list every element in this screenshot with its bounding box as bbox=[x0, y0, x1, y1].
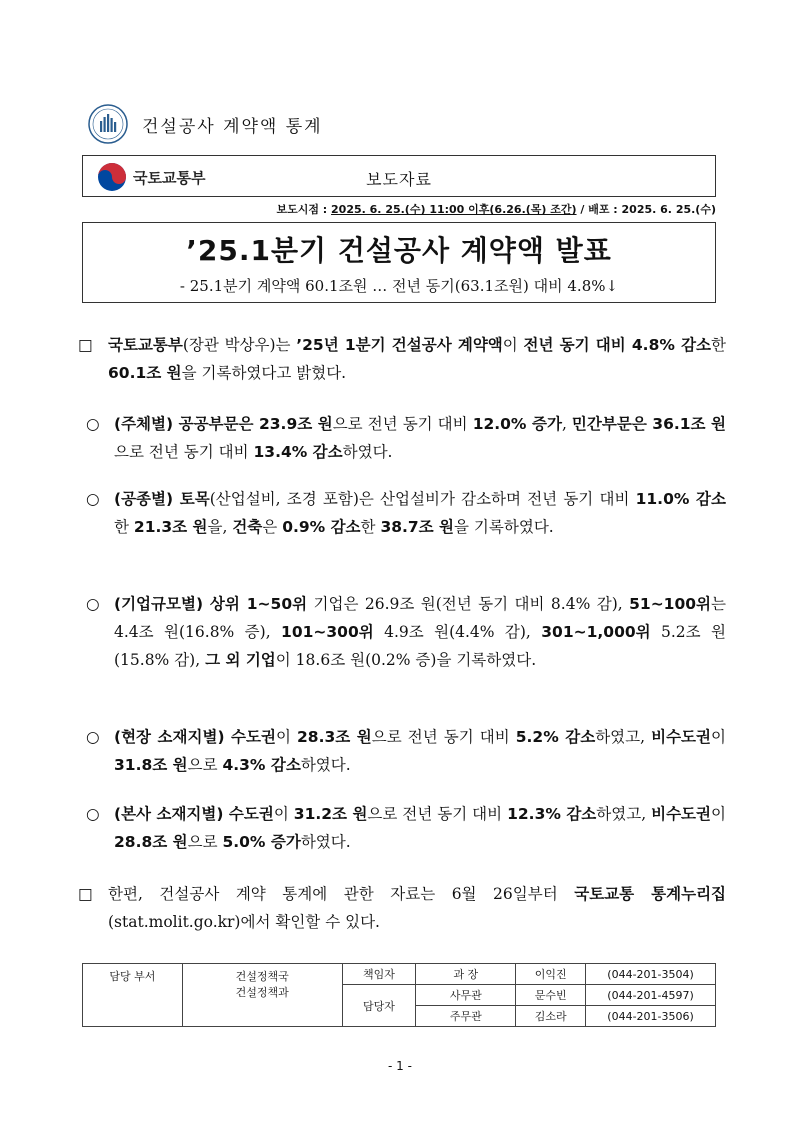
text: 4.9조 원(4.4% 감), bbox=[373, 623, 542, 641]
text-bold: 5.2% 감소 bbox=[515, 728, 596, 746]
text: 5.2조 원(15.8% 감), bbox=[114, 623, 726, 669]
text-bold: 비수도권 bbox=[651, 805, 712, 823]
text-bold: 13.4% 감소 bbox=[253, 443, 343, 461]
person-name: 이익진 bbox=[516, 964, 586, 985]
embargo-time: 2025. 6. 25.(수) 11:00 이후(6.26.(목) 조간) bbox=[331, 203, 577, 216]
box-bullet: □ bbox=[78, 336, 93, 354]
text: 한 bbox=[360, 518, 381, 536]
circle-bullet: ○ bbox=[86, 805, 100, 823]
staff-label: 담당자 bbox=[342, 985, 416, 1027]
text: 하였고, bbox=[595, 728, 652, 746]
contact-table bbox=[82, 963, 716, 1027]
text-bold: 국토교통부 bbox=[108, 336, 183, 354]
text: 으로 bbox=[187, 756, 223, 774]
text-bold: 민간부문은 36.1조 원 bbox=[571, 415, 727, 433]
title-box bbox=[82, 222, 716, 303]
text: 기업은 26.9조 원(전년 동기 대비 8.4% 감), bbox=[307, 595, 630, 613]
press-release-box bbox=[82, 155, 716, 197]
text-bold: 비수도권 bbox=[651, 728, 712, 746]
text-bold: 5.0% 증가 bbox=[222, 833, 301, 851]
person-phone: (044-201-4597) bbox=[586, 985, 716, 1006]
statistics-name: 건설공사 계약액 통계 bbox=[142, 116, 323, 137]
paragraph-summary bbox=[78, 331, 726, 387]
text-bold: 그 외 기업 bbox=[205, 651, 276, 669]
text-bold: 28.3조 원 bbox=[297, 728, 372, 746]
text: 이 bbox=[711, 728, 726, 746]
text: (산업설비, 조경 포함)은 산업설비가 감소하며 전년 동기 대비 bbox=[209, 490, 636, 508]
circle-bullet: ○ bbox=[86, 595, 100, 613]
text: 을, bbox=[207, 518, 233, 536]
paragraph-by-site-location bbox=[86, 723, 726, 779]
text-bold: 51~100위 bbox=[629, 595, 712, 613]
text: 으로 전년 동기 대비 bbox=[367, 805, 508, 823]
text-bold: 12.0% 증가 bbox=[472, 415, 562, 433]
text: 으로 전년 동기 대비 bbox=[114, 443, 254, 461]
text: 하였다. bbox=[300, 833, 351, 851]
release-label: 보도자료 bbox=[366, 170, 432, 189]
text-bold: 60.1조 원 bbox=[108, 364, 182, 382]
text: (stat.molit.go.kr)에서 확인할 수 있다. bbox=[108, 913, 380, 931]
text-bold: 국토교통 통계누리집 bbox=[574, 885, 727, 903]
text-bold: 28.8조 원 bbox=[114, 833, 188, 851]
text: 으로 bbox=[187, 833, 223, 851]
paragraph-by-entity bbox=[86, 410, 726, 466]
main-title: ’25.1분기 건설공사 계약액 발표 bbox=[186, 234, 612, 267]
text-bold: 31.2조 원 bbox=[293, 805, 368, 823]
text-bold: 31.8조 원 bbox=[114, 756, 188, 774]
text: 으로 전년 동기 대비 bbox=[332, 415, 473, 433]
paragraph-by-work-type bbox=[86, 485, 726, 541]
person-name: 김소라 bbox=[516, 1006, 586, 1027]
text: 으로 전년 동기 대비 bbox=[371, 728, 516, 746]
text-bold: 건축 bbox=[232, 518, 263, 536]
dept-division: 건설정책과 bbox=[235, 986, 289, 999]
person-phone: (044-201-3506) bbox=[586, 1006, 716, 1027]
distribution-date: / 배포 : 2025. 6. 25.(수) bbox=[576, 203, 716, 216]
text: 는 4.4조 원(16.8% 증), bbox=[114, 595, 726, 641]
text-bold: 21.3조 원 bbox=[133, 518, 208, 536]
text: 이 bbox=[711, 805, 726, 823]
circle-bullet: ○ bbox=[86, 728, 100, 746]
ministry-name: 국토교통부 bbox=[133, 168, 206, 187]
text-bold: (본사 소재지별) 수도권 bbox=[114, 805, 274, 823]
text-bold: (주체별) 공공부문은 23.9조 원 bbox=[114, 415, 333, 433]
text: 을 기록하였다. bbox=[454, 518, 554, 536]
text: 한편, 건설공사 계약 통계에 관한 자료는 6월 26일부터 bbox=[108, 885, 575, 903]
text: 을 기록하였다고 밝혔다. bbox=[181, 364, 347, 382]
text-bold: 301~1,000위 bbox=[541, 623, 651, 641]
text-bold: 4.3% 감소 bbox=[222, 756, 301, 774]
text-bold: (공종별) 토목 bbox=[114, 490, 210, 508]
page-number: - 1 - bbox=[388, 1059, 412, 1073]
paragraph-by-hq-location bbox=[86, 800, 726, 856]
government-emblem-icon bbox=[88, 104, 128, 144]
paragraph-by-company-size bbox=[86, 590, 726, 674]
text: 하였다. bbox=[300, 756, 351, 774]
text-bold: 11.0% 감소 bbox=[635, 490, 726, 508]
text-bold: ’25년 1분기 건설공사 계약액 bbox=[296, 336, 503, 354]
text: 하였고, bbox=[596, 805, 652, 823]
text-bold: 101~300위 bbox=[281, 623, 374, 641]
dept-cell bbox=[182, 964, 342, 1027]
text: 한 bbox=[114, 518, 134, 536]
text-bold: 12.3% 감소 bbox=[507, 805, 597, 823]
paragraph-data-source bbox=[78, 880, 726, 936]
dept-bureau: 건설정책국 bbox=[235, 970, 289, 983]
person-role: 과 장 bbox=[416, 964, 516, 985]
text: 이 bbox=[273, 805, 294, 823]
embargo-line bbox=[82, 201, 716, 217]
text-bold: (기업규모별) 상위 1~50위 bbox=[114, 595, 308, 613]
person-name: 문수빈 bbox=[516, 985, 586, 1006]
text: 한 bbox=[711, 336, 727, 354]
text-bold: 38.7조 원 bbox=[380, 518, 455, 536]
embargo-prefix: 보도시점 : bbox=[276, 203, 332, 216]
text: , bbox=[561, 415, 572, 433]
text-bold: (현장 소재지별) 수도권 bbox=[114, 728, 276, 746]
person-phone: (044-201-3504) bbox=[586, 964, 716, 985]
dept-label: 담당 부서 bbox=[83, 964, 183, 1027]
sub-title: - 25.1분기 계약액 60.1조원 … 전년 동기(63.1조원) 대비 4.8%↓ bbox=[179, 277, 619, 295]
text: 하였다. bbox=[342, 443, 393, 461]
circle-bullet: ○ bbox=[86, 490, 100, 508]
text: (장관 박상우)는 bbox=[182, 336, 297, 354]
document-header bbox=[88, 104, 323, 144]
text-bold: 전년 동기 대비 4.8% 감소 bbox=[523, 336, 712, 354]
text: 은 bbox=[262, 518, 283, 536]
text: 이 bbox=[502, 336, 524, 354]
table-row bbox=[83, 964, 716, 985]
text: 이 bbox=[275, 728, 298, 746]
person-role: 주무관 bbox=[416, 1006, 516, 1027]
box-bullet: □ bbox=[78, 885, 93, 903]
circle-bullet: ○ bbox=[86, 415, 100, 433]
text-bold: 0.9% 감소 bbox=[282, 518, 361, 536]
responsible-label: 책임자 bbox=[342, 964, 416, 985]
person-role: 사무관 bbox=[416, 985, 516, 1006]
text: 이 18.6조 원(0.2% 증)을 기록하였다. bbox=[275, 651, 537, 669]
